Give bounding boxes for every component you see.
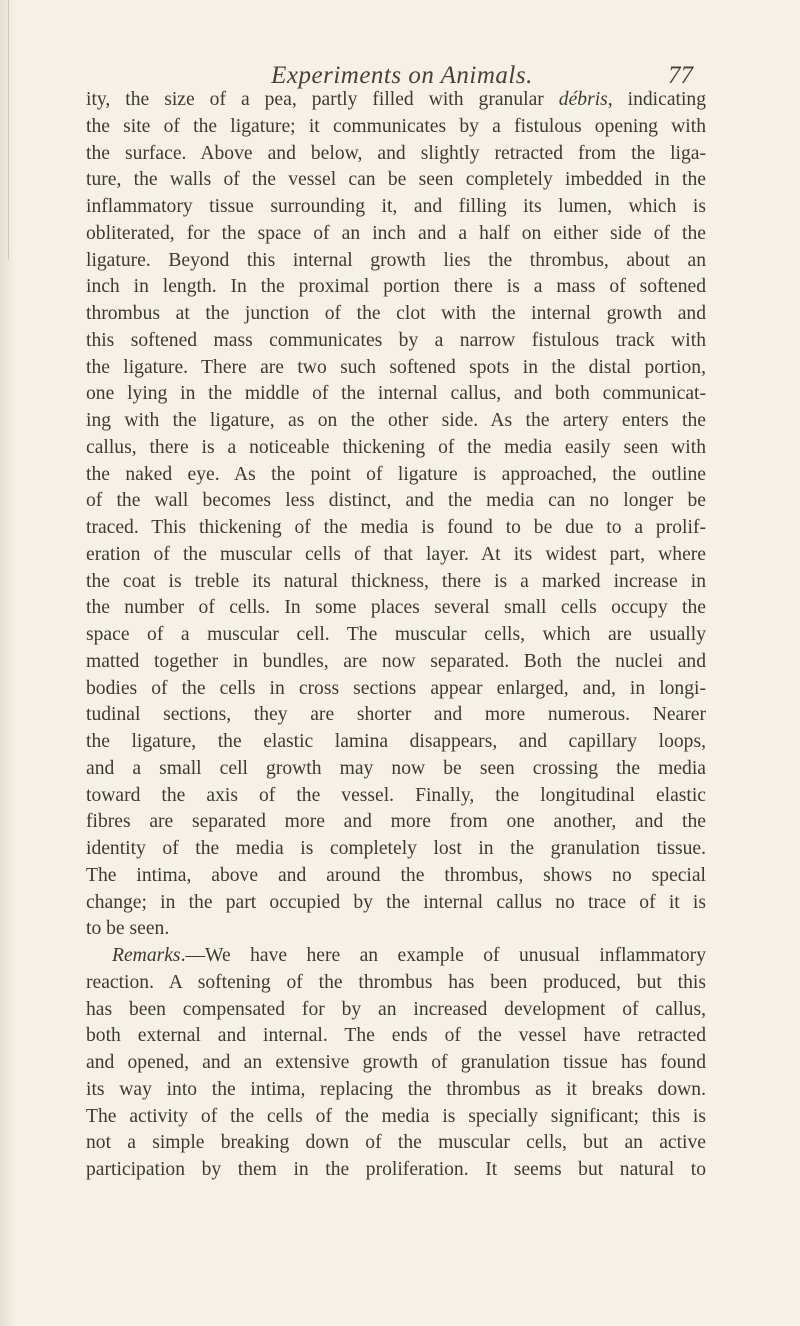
text-line: bodies of the cells in cross sections appear enlarged, and, in longi- bbox=[86, 677, 706, 699]
text-line: to be seen. bbox=[86, 918, 170, 940]
text-line: obliterated, for the space of an inch and a half on either side of the bbox=[86, 222, 706, 244]
text-line: thrombus at the junction of the clot with the internal growth and bbox=[86, 303, 706, 324]
page-number: 77 bbox=[668, 62, 693, 89]
text-line: its way into the intima, replacing the thrombus as it breaks down. bbox=[86, 1078, 706, 1100]
text-line: inflammatory tissue surrounding it, and filling its lumen, which is bbox=[86, 196, 706, 217]
text-line: fibres are separated more and more from one another, and the bbox=[86, 811, 706, 833]
text-line: the surface. Above and below, and slightly retracted from the liga- bbox=[86, 142, 706, 164]
text-line: the ligature, the elastic lamina disappears, and capillary loops, bbox=[86, 731, 706, 752]
text-line: traced. This thickening of the media is found to be due to a prolif- bbox=[86, 517, 706, 538]
page-gutter-line bbox=[8, 0, 9, 260]
text-line: the ligature. There are two such softened spots in the distal portion, bbox=[86, 356, 706, 378]
text-line: change; in the part occupied by the internal callus no trace of it is bbox=[86, 891, 706, 913]
text-line: participation by them in the proliferation. It seems but natural to bbox=[86, 1159, 706, 1180]
body-text bbox=[86, 87, 706, 1184]
text-line: not a simple breaking down of the muscular cells, but an active bbox=[86, 1132, 706, 1154]
text-line: ture, the walls of the vessel can be seen completely imbedded in the bbox=[86, 169, 706, 191]
text-line: callus, there is a noticeable thickening of the media easily seen with bbox=[86, 436, 706, 458]
text-line: The activity of the cells of the media is specially significant; this is bbox=[86, 1105, 706, 1127]
text-line: the naked eye. As the point of ligature is approached, the outline bbox=[86, 463, 706, 485]
text-line: ing with the ligature, as on the other side. As the artery enters the bbox=[86, 410, 706, 431]
text-line: Remarks.—We have here an example of unusual inflammatory bbox=[112, 945, 706, 966]
text-line: the number of cells. In some places several small cells occupy the bbox=[86, 597, 706, 619]
text-line: the site of the ligature; it communicates by a fistulous opening with bbox=[86, 115, 706, 137]
text-line: one lying in the middle of the internal callus, and both communicat- bbox=[86, 383, 706, 405]
text-line: identity of the media is completely lost in the granulation tissue. bbox=[86, 838, 706, 859]
text-line: eration of the muscular cells of that layer. At its widest part, where bbox=[86, 543, 706, 565]
text-line: and opened, and an extensive growth of granulation tissue has found bbox=[86, 1052, 706, 1073]
text-line: toward the axis of the vessel. Finally, the longitudinal elastic bbox=[86, 784, 706, 806]
text-line: has been compensated for by an increased development of callus, bbox=[86, 998, 706, 1020]
text-line: ligature. Beyond this internal growth lies the thrombus, about an bbox=[86, 249, 706, 271]
text-line: and a small cell growth may now be seen crossing the media bbox=[86, 757, 706, 779]
text-line: this softened mass communicates by a narrow fistulous track with bbox=[86, 329, 706, 351]
running-title: Experiments on Animals. bbox=[271, 62, 533, 89]
text-line: matted together in bundles, are now separated. Both the nuclei and bbox=[86, 650, 706, 672]
text-line: space of a muscular cell. The muscular cells, which are usually bbox=[86, 624, 706, 645]
italic-term: Remarks bbox=[112, 945, 181, 966]
text-line: reaction. A softening of the thrombus has been produced, but this bbox=[86, 971, 706, 993]
text-line: inch in length. In the proximal portion there is a mass of softened bbox=[86, 276, 706, 298]
text-line: both external and internal. The ends of the vessel have retracted bbox=[86, 1025, 706, 1047]
text-line: ity, the size of a pea, partly filled with granular débris, indicating bbox=[86, 89, 706, 110]
text-line: The intima, above and around the thrombus, shows no special bbox=[86, 864, 706, 886]
text-line: the coat is treble its natural thickness, there is a marked increase in bbox=[86, 570, 706, 592]
italic-term: débris bbox=[558, 89, 608, 110]
text-line: of the wall becomes less distinct, and the media can no longer be bbox=[86, 490, 706, 512]
text-line: tudinal sections, they are shorter and more numerous. Nearer bbox=[86, 704, 706, 726]
